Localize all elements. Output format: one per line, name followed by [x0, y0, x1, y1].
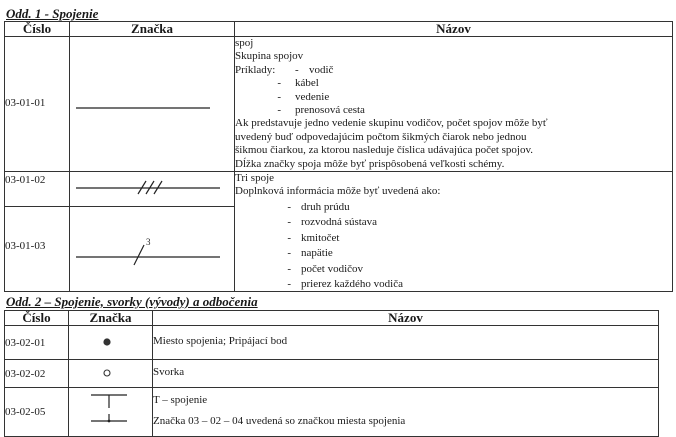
t-junction-icon — [69, 388, 153, 436]
symbol-cell — [70, 172, 235, 207]
table-row — [5, 388, 659, 437]
note-line: šikmou čiarkou, za ktorou nasleduje číslica udávajúca počet spojov. — [235, 144, 534, 157]
description-cell: spoj Skupina spojov Príklady: - vodič - kábel - vedenie - prenosová cesta Ak predstavuje jedno vedenie skupinu vodičov, počet spojov môže byť uvedený buď odpovedajúcim počtom šikmých čiarok nebo jednou šikmou čiarkou, za ktorou nasleduje číslica udávajúca počet spojov. Dĺžka značky spoja môže byť prispôsobená veľkosti schémy. — [235, 37, 673, 172]
desc-line: Doplnková informácia môže byť uvedená ako: — [235, 185, 441, 198]
section1-table — [4, 21, 673, 292]
single-line-icon — [70, 37, 235, 168]
symbol-cell — [70, 37, 235, 172]
header-name: Názov — [235, 22, 673, 37]
three-conductors-slashes-icon — [70, 172, 235, 204]
bullet-item: počet vodičov — [301, 262, 364, 275]
section2-table — [4, 310, 659, 437]
desc-line: Tri spoje — [235, 172, 275, 185]
example-item: prenosová cesta — [295, 104, 365, 117]
symbol-cell — [69, 388, 153, 437]
row-code: 03-01-03 — [5, 239, 46, 252]
conductor-count-label: 3 — [146, 237, 151, 248]
filled-dot-icon — [69, 326, 153, 359]
row-code: 03-02-01 — [5, 336, 46, 349]
bullet-item: napätie — [301, 247, 333, 260]
symbol-cell — [70, 207, 235, 292]
row-code: 03-02-02 — [5, 367, 46, 380]
section2-header-row — [5, 311, 659, 326]
section1-title: Odd. 1 - Spojenie — [6, 6, 99, 21]
example-item: vodič — [309, 63, 334, 76]
bullet-item: kmitočet — [301, 231, 340, 244]
row-name-secondary: Značka 03 – 02 – 04 uvedená so značkou miesta spojenia — [153, 415, 406, 428]
header-number: Číslo — [5, 22, 70, 37]
section1-header-row — [5, 22, 673, 37]
table-row — [5, 37, 673, 172]
desc-line: spoj — [235, 37, 254, 49]
note-line: Ak predstavuje jedno vedenie skupinu vodičov, počet spojov môže byť — [235, 117, 548, 130]
header-symbol: Značka — [69, 311, 153, 326]
example-item: kábel — [295, 77, 319, 90]
row-name: Svorka — [153, 365, 185, 378]
symbol-cell — [69, 326, 153, 360]
three-conductors-numbered-icon — [70, 207, 235, 284]
bullet-item: druh prúdu — [301, 200, 350, 213]
row-name: Miesto spojenia; Pripájací bod — [153, 334, 288, 347]
table-row — [5, 172, 673, 207]
header-name: Názov — [153, 311, 659, 326]
row-code: 03-02-05 — [5, 406, 46, 418]
hollow-circle-icon — [69, 360, 153, 387]
example-item: vedenie — [295, 90, 330, 103]
note-line: Dĺžka značky spoja môže byť prispôsobená veľkosti schémy. — [235, 157, 505, 170]
examples-label: Príklady: — [235, 63, 276, 76]
table-row — [5, 360, 659, 388]
bullet-item: rozvodná sústava — [301, 216, 378, 229]
desc-line: Skupina spojov — [235, 50, 304, 63]
description-cell: Tri spoje Doplnková informácia môže byť uvedená ako: - druh prúdu - rozvodná sústava - kmitočet - napätie - počet vodičov - prierez každého vodiča — [235, 172, 673, 292]
row-name: T – spojenie — [153, 394, 208, 406]
section2-title: Odd. 2 – Spojenie, svorky (vývody) a odbočenia — [6, 294, 258, 309]
header-number: Číslo — [5, 311, 69, 326]
note-line: uvedený buď odpovedajúcim počtom šikmých čiarok nebo jednou — [235, 130, 527, 143]
symbol-cell — [69, 360, 153, 388]
header-symbol: Značka — [70, 22, 235, 37]
table-row — [5, 326, 659, 360]
bullet-item: prierez každého vodiča — [301, 277, 403, 290]
row-code: 03-01-02 — [5, 174, 46, 187]
row-code: 03-01-01 — [5, 96, 46, 109]
